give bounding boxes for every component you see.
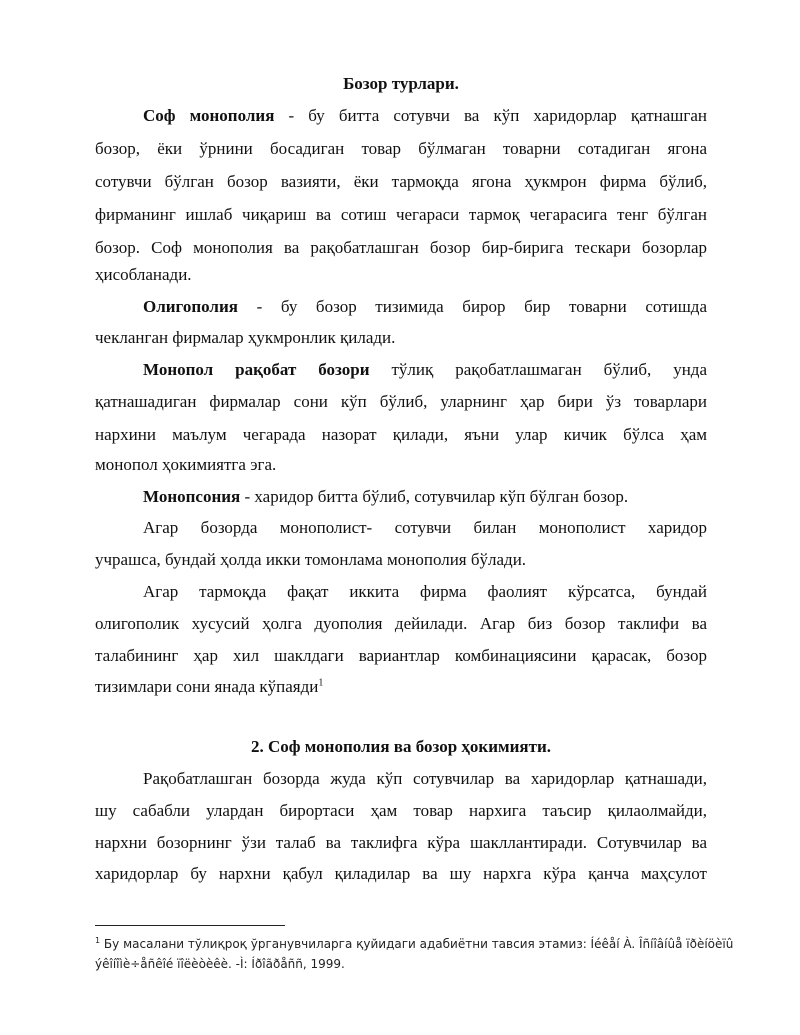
paragraph-line: учрашса, бундай ҳолда икки томонлама монополия бўлади. bbox=[95, 550, 527, 569]
text-span: - харидор битта бўлиб, сотувчилар кўп бўлган бозор. bbox=[244, 487, 629, 506]
paragraph-line: нархини маълум чегарада назорат қилади, яъни улар кичик бўлса ҳам bbox=[95, 425, 707, 444]
paragraph-line: фирманинг ишлаб чиқариш ва сотиш чегараси тармоқ чегарасига тенг бўлган bbox=[95, 205, 707, 224]
term-bold: Олигополия bbox=[143, 297, 238, 316]
footnote-separator bbox=[95, 925, 285, 926]
paragraph-line: бозор. Соф монополия ва рақобатлашган бозор бир-бирига тескари бозорлар bbox=[95, 238, 707, 257]
footnote-reference[interactable]: 1 bbox=[318, 677, 324, 689]
paragraph-line: ҳисобланади. bbox=[95, 265, 192, 284]
paragraph-line bbox=[143, 104, 707, 128]
footnote-mark: 1 bbox=[95, 936, 101, 945]
paragraph-line: талабининг ҳар хил шаклдаги вариантлар комбинациясини қарасак, бозор bbox=[95, 646, 707, 665]
paragraph-line: Агар бозорда монополист- сотувчи билан монополист харидор bbox=[143, 518, 707, 537]
term-bold: Монопол рақобат бозори bbox=[143, 360, 370, 379]
paragraph-line: бозор, ёки ўрнини босадиган товар бўлмаган товарни сотадиган ягона bbox=[95, 139, 707, 158]
paragraph-line: харидорлар бу нархни қабул қиладилар ва шу нархга кўра қанча маҳсулот bbox=[95, 864, 707, 883]
term-bold: Соф монополия bbox=[143, 106, 275, 125]
text-span: тизимлари сони янада кўпаяди bbox=[95, 677, 319, 696]
footnote-text: Бу масалани тўлиқроқ ўрганувчиларга қуйидаги адабиётни тавсия этамиз: Íéêåí À. Îñíîâíûå ïðèíöèïû bbox=[103, 937, 734, 951]
paragraph-line bbox=[143, 295, 707, 319]
text-span: - бу битта сотувчи ва кўп харидорлар қатнашган bbox=[288, 106, 708, 125]
paragraph-line bbox=[95, 675, 707, 699]
paragraph-line bbox=[143, 358, 707, 382]
paragraph-line: шу сабабли улардан бирортаси ҳам товар нархига таъсир қилаолмайди, bbox=[95, 801, 707, 820]
text-span: тўлиқ рақобатлашмаган бўлиб, унда bbox=[391, 360, 707, 379]
term-bold: Монопсония bbox=[143, 487, 241, 506]
paragraph-line: сотувчи бўлган бозор вазияти, ёки тармоқда ягона ҳукмрон фирма бўлиб, bbox=[95, 172, 707, 191]
paragraph-line: қатнашадиган фирмалар сони кўп бўлиб, уларнинг ҳар бири ўз товарлари bbox=[95, 392, 707, 411]
paragraph-line: нархни бозорнинг ўзи талаб ва таклифга кўра шакллантиради. Сотувчилар ва bbox=[95, 833, 707, 852]
paragraph-line: монопол ҳокимиятга эга. bbox=[95, 455, 277, 474]
paragraph-line: Рақобатлашган бозорда жуда кўп сотувчилар ва харидорлар қатнашади, bbox=[143, 769, 707, 788]
paragraph-line: Агар тармоқда фақат иккита фирма фаолият кўрсатса, бундай bbox=[143, 582, 707, 601]
text-span: - бу бозор тизимида бирор бир товарни сотишда bbox=[256, 297, 707, 316]
paragraph-line: олигополик хусусий ҳолга дуополия дейилади. Агар биз бозор таклифи ва bbox=[95, 614, 707, 633]
paragraph-line: чекланган фирмалар ҳукмронлик қилади. bbox=[95, 328, 396, 347]
section-heading: 2. Соф монополия ва бозор ҳокимияти. bbox=[251, 737, 551, 756]
footnote-line bbox=[95, 934, 734, 954]
footnote-line: ýêîíîìè÷åñêîé ïîëèòèêè. -Ì: Íðîãðåññ, 1999. bbox=[95, 957, 345, 971]
section-heading: Бозор турлари. bbox=[343, 74, 459, 93]
paragraph-line bbox=[143, 485, 707, 509]
